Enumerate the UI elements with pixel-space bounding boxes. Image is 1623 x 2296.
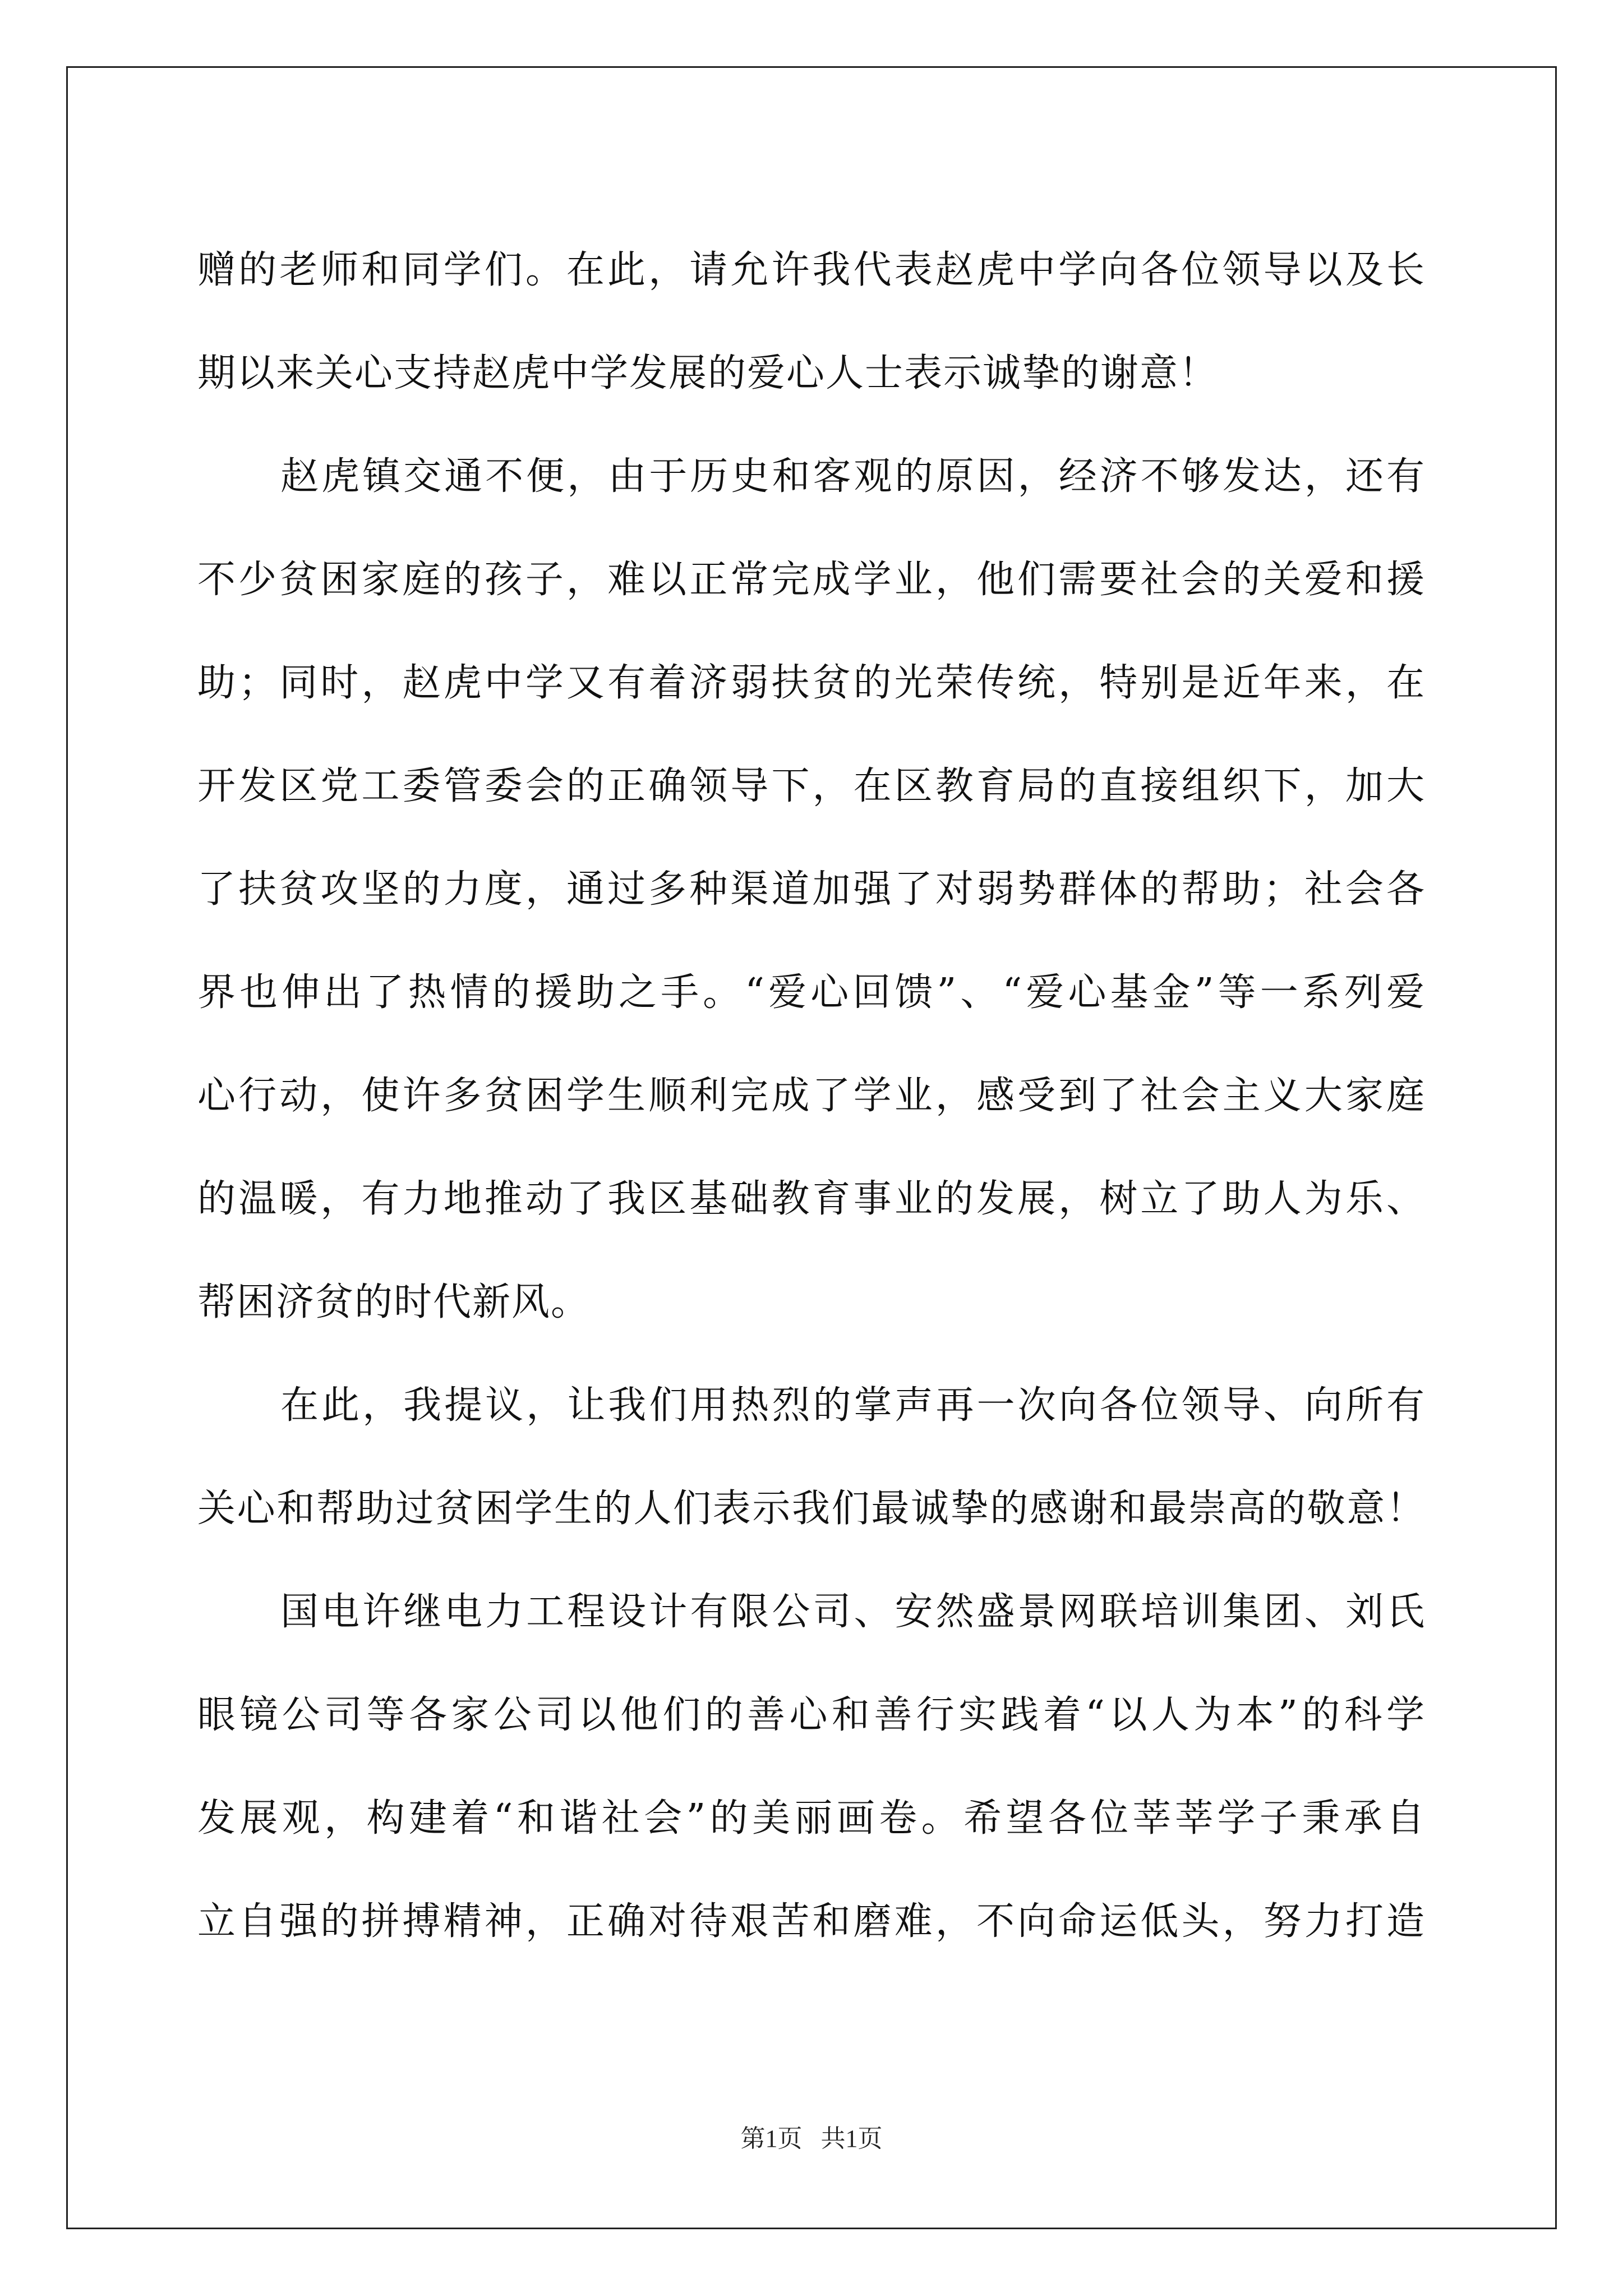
text-line: 立自强的拼搏精神，正确对待艰苦和磨难，不向命运低头，努力打造: [197, 1899, 1426, 1944]
text-line: 关心和帮助过贫困学生的人们表示我们最诚挚的感谢和最崇高的敬意！: [197, 1487, 1426, 1531]
text-line: 了扶贫攻坚的力度，通过多种渠道加强了对弱势群体的帮助；社会各: [197, 867, 1426, 912]
text-line: 不少贫困家庭的孩子，难以正常完成学业，他们需要社会的关爱和援: [197, 558, 1426, 602]
text-line: 帮困济贫的时代新风。: [197, 1280, 591, 1324]
text-line: 心行动，使许多贫困学生顺利完成了学业，感受到了社会主义大家庭: [197, 1074, 1426, 1118]
text-line: 赠的老师和同学们。在此，请允许我代表赵虎中学向各位领导以及长: [197, 248, 1426, 292]
document-body: [197, 219, 1426, 1973]
text-line: 助；同时，赵虎中学又有着济弱扶贫的光荣传统，特别是近年来，在: [197, 661, 1426, 705]
text-line: 期以来关心支持赵虎中学发展的爱心人士表示诚挚的谢意！: [197, 351, 1219, 395]
text-line: 眼镜公司等各家公司以他们的善心和善行实践着“以人为本”的科学: [197, 1693, 1426, 1737]
text-line: 发展观，构建着“和谐社会”的美丽画卷。希望各位莘莘学子秉承自: [197, 1796, 1426, 1841]
text-line: 赵虎镇交通不便，由于历史和客观的原因，经济不够发达，还有: [280, 454, 1426, 499]
text-line: 国电许继电力工程设计有限公司、安然盛景网联培训集团、刘氏: [280, 1590, 1426, 1634]
text-line: 界也伸出了热情的援助之手。“爱心回馈”、“爱心基金”等一系列爱: [197, 970, 1426, 1015]
page-footer: 第1页 共1页: [740, 2125, 883, 2152]
text-line: 在此，我提议，让我们用热烈的掌声再一次向各位领导、向所有: [280, 1383, 1426, 1428]
text-line: 开发区党工委管委会的正确领导下，在区教育局的直接组织下，加大: [197, 764, 1426, 808]
text-line: 的温暖，有力地推动了我区基础教育事业的发展，树立了助人为乐、: [197, 1177, 1426, 1221]
